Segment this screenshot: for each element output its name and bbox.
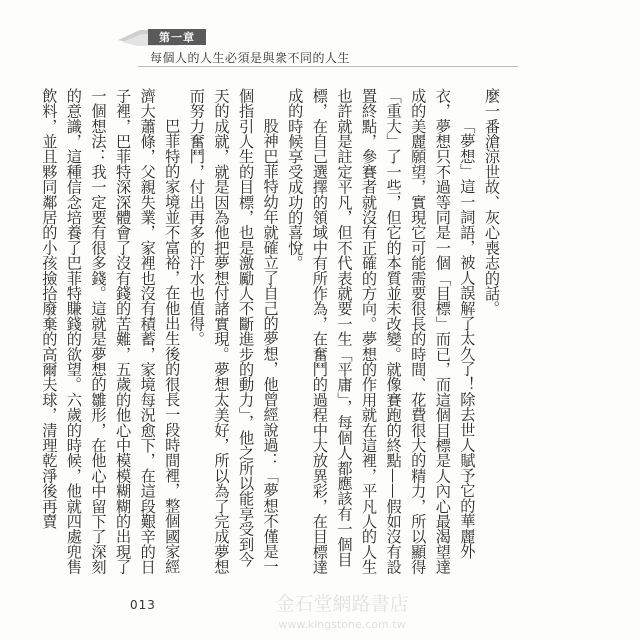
- header-rule: [138, 66, 518, 67]
- page-number: 013: [130, 598, 156, 612]
- paragraph: 麼一番滄涼世故、灰心喪志的話。: [483, 88, 501, 316]
- chapter-title: 每個人的人生必須是與衆不同的人生: [150, 51, 351, 65]
- paragraph: 「夢想」這一詞語，被人誤解了太久了！除去世人賦予它的華麗外衣，夢想只不過等同是一個「目標」而已，而這個目標是人內心最渴望達成的美麗願望，實現它可能需要很長的時間、花費很大的精力，所以顯得「重大」了一些，但它的本質並未改變。就像賽跑的終點——假如沒有設置終點，參賽者就沒有正確的方向。夢想的作用就在這裡，平凡人的人生也許就是註定平凡，但不代表就要一生「平庸」，每個人都應該有一個目標，在自己選擇的領域中有所作為，在奮鬥的過程中大放異彩，在目標達成的時候享受成功的喜悅。: [286, 88, 477, 575]
- paragraph: 巴菲特的家境並不富裕，在他出生後的很長一段時間裡，整個國家經濟大蕭條，父親失業，家裡也沒有積蓄，家境每況愈下，在這段艱辛的日子裡，巴菲特深深體會了沒有錢的苦難，五歲的他心中模模糊糊的出現了一個想法：我一定要有很多錢。這就是夢想的雛形，在他心中留下了深刻的意識，這種信念培養了巴菲特賺錢的欲望。六歲的時候，他就四處兜售飲料，並且夥同鄰居的小孩撿拾廢棄的高爾夫球，清理乾淨後再賣: [40, 88, 182, 575]
- vertical-body-text: [40, 88, 504, 578]
- svg-text:www.kingstone.com.tw: www.kingstone.com.tw: [278, 618, 406, 631]
- chapter-label: 第一章: [148, 29, 206, 45]
- paragraph: 股神巴菲特幼年就確立了自己的夢想，他曾經說過：「夢想不僅是一個指引人生的目標，也是激勵人不斷進步的動力」，他之所以能享受到今天的成就，就是因為他把夢想付諸實現。夢想太美好，所以為了完成夢想而努力奮鬥，付出再多的汗水也值得。: [187, 88, 280, 575]
- watermark-logo: [232, 590, 452, 634]
- svg-text:金石堂網路書店: 金石堂網路書店: [275, 593, 409, 615]
